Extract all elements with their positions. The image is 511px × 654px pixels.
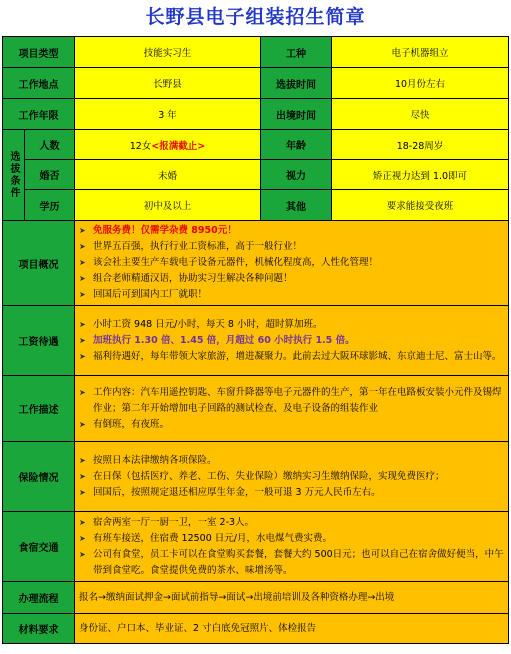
value-location: 长野县 [75,68,261,99]
salary-item: ➤ 福利待遇好，每年带领大家旅游，增进凝聚力。此前去过大阪环球影城、东京迪士尼、富士山等。 [79,349,504,365]
selection-row-marital [3,160,509,190]
salary-row [3,306,509,376]
lodging-item: ➤ 有班车接送，住宿费 12500 日元/月，水电煤气费实费。 [79,531,504,547]
selection-group-text: 选拔条件 [8,151,19,199]
label-departure-time: 出境时间 [261,99,332,130]
value-headcount [75,130,261,160]
label-job-type: 工种 [261,37,332,68]
label-insurance: 保险情况 [3,442,75,512]
value-vision: 矫正视力达到 1.0即可 [332,160,509,190]
materials-row [3,614,509,644]
label-marital: 婚否 [25,160,75,190]
salary-content [75,306,509,376]
headcount-number: 12女 [129,140,152,152]
page-title: 长野县电子组装招生简章 [145,6,366,28]
work-item: ➤ 工作内容：汽车用遥控钥匙、车窗升降器等电子元器件的生产，第一年在电路板安装小元件及锡焊作业；第二年开始增加电子回路的测试检查、及电子设备的组装作业 [79,385,504,417]
label-project-type: 项目类型 [3,37,75,68]
work-row [3,376,509,442]
overview-item: ➤ 该会社主要生产车载电子设备元器件，机械化程度高，人性化管理！ [79,255,504,271]
selection-group-label [3,130,25,221]
value-departure-time: 尽快 [332,99,509,130]
headcount-full-notice: <报满截止> [151,140,206,152]
label-education: 学历 [25,190,75,221]
label-selection-time: 选拔时间 [261,68,332,99]
label-salary: 工资待遇 [3,306,75,376]
value-age: 18-28周岁 [332,130,509,160]
info-row-location [3,68,509,99]
value-job-type: 电子机器组立 [332,37,509,68]
recruitment-table [2,36,509,644]
info-row-project-type [3,37,509,68]
label-lodging: 食宿交通 [3,512,75,582]
lodging-row [3,512,509,582]
overview-item: ➤ 回国后可到国内工厂就职！ [79,287,504,303]
overview-item: ➤ 免服务费！仅需学杂费 8950元！ [79,223,504,239]
work-content [75,376,509,442]
label-age: 年龄 [261,130,332,160]
process-content: 报名→缴纳面试押金→面试前指导→面试→出境前培训及各种资格办理→出境 [75,582,509,614]
insurance-item: ➤ 在日保（包括医疗、养老、工伤、失业保险）缴纳实习生缴纳保险，实现免费医疗； [79,469,504,485]
label-work-description: 工作描述 [3,376,75,442]
label-headcount: 人数 [25,130,75,160]
label-work-years: 工作年限 [3,99,75,130]
overview-content [75,221,509,306]
salary-item: ➤ 小时工资 948 日元/小时，每天 8 小时，超时算加班。 [79,317,504,333]
salary-item: ➤ 加班执行 1.30 倍、1.45 倍，月超过 60 小时执行 1.5 倍。 [79,333,504,349]
lodging-item: ➤ 公司有食堂，员工卡可以在食堂购买套餐，套餐大约 500日元；也可以自己在宿舍做好便当，中午带到食堂吃。食堂提供免费的茶水、味增汤等。 [79,547,504,579]
insurance-item: ➤ 回国后，按照规定退还相应厚生年金，一般可退 3 万元人民币左右。 [79,485,504,501]
overview-row [3,221,509,306]
insurance-item: ➤ 按照日本法律缴纳各项保险。 [79,453,504,469]
selection-row-count [3,130,509,160]
insurance-row [3,442,509,512]
work-item: ➤ 有倒班，有夜班。 [79,417,504,433]
label-overview: 项目概况 [3,221,75,306]
value-education: 初中及以上 [75,190,261,221]
info-row-years [3,99,509,130]
value-other: 要求能接受夜班 [332,190,509,221]
label-process: 办理流程 [3,582,75,614]
label-materials: 材料要求 [3,614,75,644]
materials-content: 身份证、户口本、毕业证、2 寸白底免冠照片、体检报告 [75,614,509,644]
value-work-years: 3 年 [75,99,261,130]
value-project-type: 技能实习生 [75,37,261,68]
selection-row-education [3,190,509,221]
overview-item: ➤ 组合老师精通汉语，协助实习生解决各种问题！ [79,271,504,287]
lodging-item: ➤ 宿舍两室一厅一厨一卫，一室 2-3人。 [79,515,504,531]
insurance-content [75,442,509,512]
label-location: 工作地点 [3,68,75,99]
value-marital: 未婚 [75,160,261,190]
overview-item: ➤ 世界五百强，执行行业工资标准，高于一般行业！ [79,239,504,255]
label-other: 其他 [261,190,332,221]
lodging-content [75,512,509,582]
value-selection-time: 10月份左右 [332,68,509,99]
label-vision: 视力 [261,160,332,190]
process-row [3,582,509,614]
